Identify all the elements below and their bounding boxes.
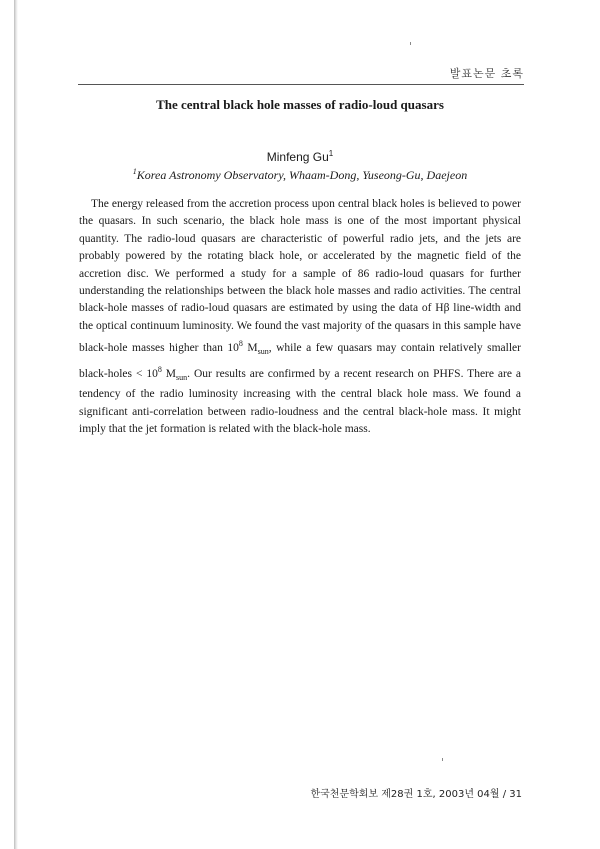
abstract-text-part2: , while a few quasars may contain relatively smaller black-holes < 10 bbox=[79, 342, 521, 380]
affiliation-text: Korea Astronomy Observatory, Whaam-Dong, Yuseong-Gu, Daejeon bbox=[136, 168, 468, 182]
footer-citation: 한국천문학회보 제28권 1호, 2003년 04월 / 31 bbox=[310, 789, 522, 800]
paper-title: The central black hole masses of radio-loud quasars bbox=[156, 97, 444, 112]
scan-speck bbox=[410, 42, 411, 45]
abstract-paragraph bbox=[79, 196, 521, 439]
msun-symbol-2: M bbox=[161, 367, 177, 380]
header-rule bbox=[78, 84, 524, 85]
author-name: Minfeng Gu bbox=[266, 150, 329, 164]
msun-symbol-1: M bbox=[242, 342, 258, 355]
msun-subscript-1: sun bbox=[257, 347, 269, 357]
msun-subscript-2: sun bbox=[176, 372, 188, 382]
abstract-text-part3: . Our results are confirmed by a recent research on PHFS. There are a tendency of the radio luminosity increasing with the central black hole mass. We found a significant anti-correlation between radio-loudness and the central black-hole mass. It might imply that the jet formation is related with the black-hole mass. bbox=[79, 367, 521, 436]
section-label: 발표논문 초록 bbox=[449, 67, 524, 80]
page-edge-shadow bbox=[14, 0, 18, 849]
affiliation bbox=[0, 167, 600, 183]
abstract bbox=[79, 196, 521, 439]
exponent-1: 8 bbox=[238, 339, 243, 349]
author-superscript: 1 bbox=[328, 149, 334, 158]
scan-speck bbox=[442, 758, 443, 761]
exponent-2: 8 bbox=[157, 364, 162, 374]
affiliation-superscript: 1 bbox=[132, 167, 137, 176]
author bbox=[0, 149, 600, 164]
abstract-text-part1: The energy released from the accretion process upon central black holes is believed to power the quasars. In such scenario, the black hole mass is one of the most important physical quantity. The radio-loud quasars are characteristic of powerful radio jets, and the jets are probably powered by the rotating black hole, or accelerated by the magnetic field of the accretion disc. We performed a study for a sample of 86 radio-loud quasars for further understanding the relationships between the black hole masses and radio activities. The central black-hole masses of radio-loud quasars are estimated by using the data of Hβ line-width and the optical continuum luminosity. We found the vast majority of the quasars in this sample have black-hole masses higher than 10 bbox=[79, 198, 521, 355]
